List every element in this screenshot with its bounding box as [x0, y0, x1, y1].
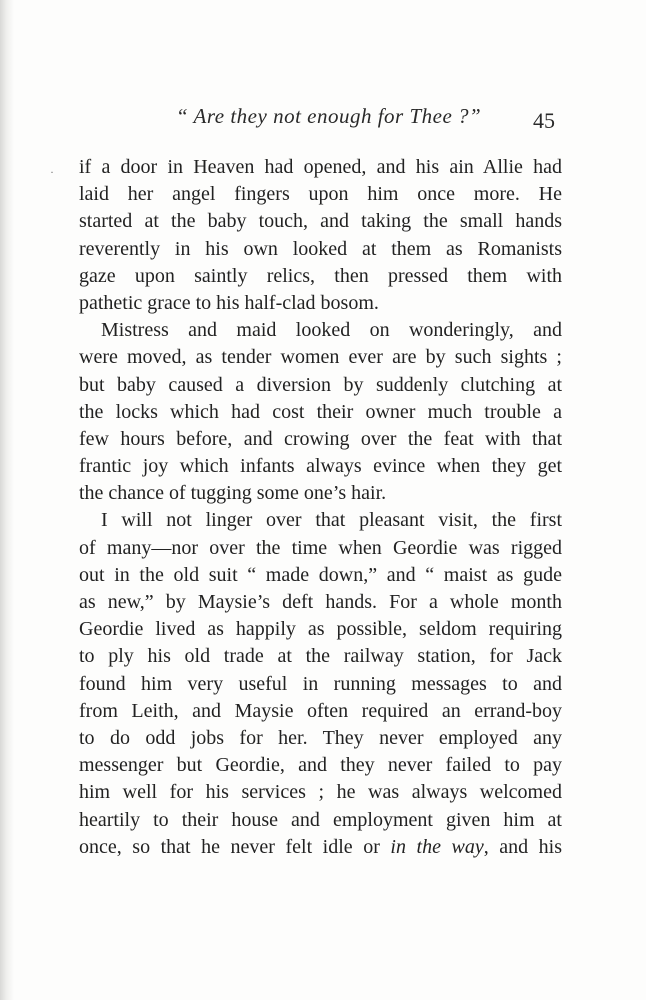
text-line: from Leith, and Maysie often required an errand-boy — [79, 699, 562, 722]
text-line: were moved, as tender women ever are by such sights ; — [79, 346, 562, 369]
text-line: laid her angel fingers upon him once more. He — [79, 183, 562, 206]
text-line: messenger but Geordie, and they never failed to pay — [79, 754, 562, 777]
text-line: him well for his services ; he was always welcomed — [79, 781, 562, 804]
italic-phrase: in the way — [390, 835, 484, 858]
text-line: as new,” by Maysie’s deft hands. For a whole month — [79, 591, 562, 613]
text-segment: , and his — [483, 835, 562, 858]
text-line: pathetic grace to his half-clad bosom. — [79, 291, 379, 314]
text-line: found him very useful in running messages to and — [79, 672, 562, 695]
text-line: reverently in his own looked at them as Romanists — [79, 237, 562, 260]
text-line: Mistress and maid looked on wonderingly, and — [101, 319, 562, 342]
text-segment: once, so that he never felt idle or — [79, 835, 391, 858]
text-line: the locks which had cost their owner much trouble a — [79, 400, 562, 423]
text-line: Geordie lived as happily as possible, seldom requiring — [79, 618, 562, 641]
text-line: few hours before, and crowing over the feat with that — [79, 427, 562, 450]
text-line: to do odd jobs for her. They never employed any — [79, 726, 562, 749]
text-line: started at the baby touch, and taking the small hands — [79, 210, 562, 233]
page-gutter-shadow — [0, 0, 14, 1000]
text-line: to ply his old trade at the railway station, for Jack — [79, 645, 562, 668]
body-text — [79, 154, 562, 861]
text-line: the chance of tugging some one’s hair. — [79, 482, 387, 505]
running-head-title: “ Are they not enough for Thee ?” — [176, 104, 482, 128]
text-line: but baby caused a diversion by suddenly clutching at — [79, 373, 562, 396]
text-line: out in the old suit “ made down,” and “ maist as gude — [79, 563, 562, 586]
text-line: gaze upon saintly relics, then pressed them with — [79, 264, 562, 287]
text-line: heartily to their house and employment given him at — [79, 808, 562, 831]
text-line: of many—nor over the time when Geordie was rigged — [79, 536, 562, 559]
text-line: if a door in Heaven had opened, and his ain Allie had — [79, 156, 562, 178]
text-line: frantic joy which infants always evince when they get — [79, 455, 562, 478]
page-number: 45 — [533, 108, 555, 133]
margin-dot: · — [50, 165, 54, 179]
text-line-final — [79, 834, 562, 861]
text-line: I will not linger over that pleasant visit, the first — [101, 509, 562, 532]
